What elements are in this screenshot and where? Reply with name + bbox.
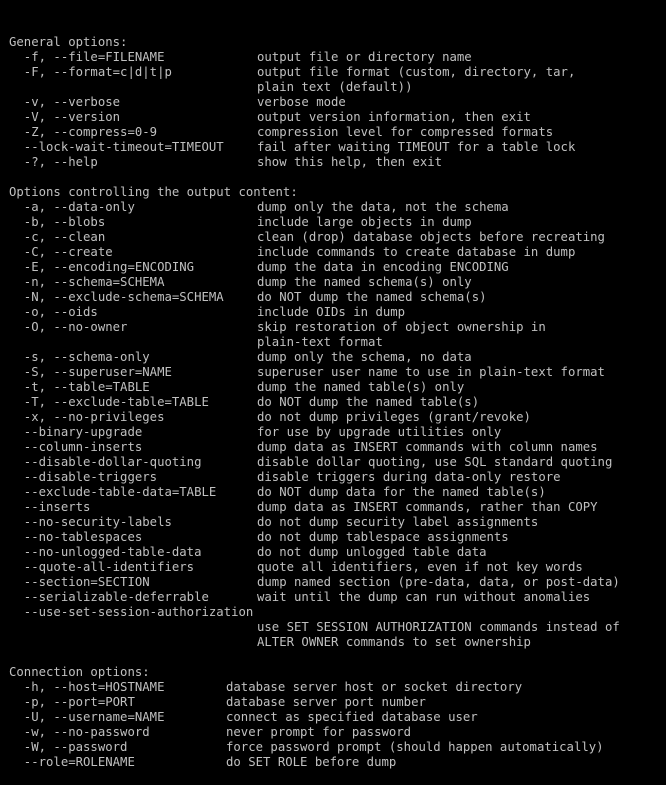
option-description: output file format (custom, directory, tar, [257, 65, 576, 79]
option-description: do not dump security label assignments [257, 515, 539, 529]
option-row [9, 290, 666, 305]
option-description: do NOT dump data for the named table(s) [257, 485, 546, 499]
option-flag: -c, --clean [9, 230, 106, 244]
option-description: skip restoration of object ownership in [257, 320, 546, 334]
option-flag: --inserts [9, 500, 91, 514]
option-flag: --lock-wait-timeout=TIMEOUT [9, 140, 224, 154]
option-description: for use by upgrade utilities only [257, 425, 502, 439]
section-heading: Options controlling the output content: [9, 185, 298, 199]
option-row [9, 65, 666, 80]
option-row [9, 740, 666, 755]
option-flag: --no-security-labels [9, 515, 172, 529]
option-flag: -T, --exclude-table=TABLE [9, 395, 209, 409]
option-flag: -w, --no-password [9, 725, 150, 739]
option-row [9, 605, 666, 620]
option-flag: -V, --version [9, 110, 121, 124]
option-description: quote all identifiers, even if not key words [257, 560, 583, 574]
option-row [9, 200, 666, 215]
option-row [9, 680, 666, 695]
option-row [9, 425, 666, 440]
option-row [9, 635, 666, 650]
option-row [9, 80, 666, 95]
option-flag: --exclude-table-data=TABLE [9, 485, 217, 499]
blank-line [9, 650, 666, 665]
option-description: verbose mode [257, 95, 346, 109]
terminal-output [9, 35, 666, 770]
option-row [9, 380, 666, 395]
option-row [9, 230, 666, 245]
option-row [9, 320, 666, 335]
option-description: compression level for compressed formats [257, 125, 554, 139]
option-flag: --no-tablespaces [9, 530, 143, 544]
option-flag: --quote-all-identifiers [9, 560, 195, 574]
option-flag: --disable-dollar-quoting [9, 455, 202, 469]
option-row [9, 275, 666, 290]
option-row [9, 620, 666, 635]
option-flag: -h, --host=HOSTNAME [9, 680, 165, 694]
option-row [9, 710, 666, 725]
option-flag: -n, --schema=SCHEMA [9, 275, 165, 289]
option-row [9, 50, 666, 65]
option-row [9, 470, 666, 485]
option-description: show this help, then exit [257, 155, 443, 169]
option-row [9, 245, 666, 260]
option-flag: -x, --no-privileges [9, 410, 165, 424]
option-flag: --role=ROLENAME [9, 755, 135, 769]
option-flag: -v, --verbose [9, 95, 121, 109]
option-flag: -Z, --compress=0-9 [9, 125, 158, 139]
option-description: do NOT dump the named table(s) [257, 395, 480, 409]
option-description: superuser user name to use in plain-text format [257, 365, 605, 379]
option-flag: -O, --no-owner [9, 320, 128, 334]
option-description: include OIDs in dump [257, 305, 406, 319]
option-flag: -?, --help [9, 155, 98, 169]
option-row [9, 140, 666, 155]
option-flag: -N, --exclude-schema=SCHEMA [9, 290, 224, 304]
option-flag: --serializable-deferrable [9, 590, 209, 604]
option-row [9, 575, 666, 590]
option-description: ALTER OWNER commands to set ownership [257, 635, 531, 649]
option-row [9, 110, 666, 125]
option-flag: -F, --format=c|d|t|p [9, 65, 172, 79]
option-row [9, 515, 666, 530]
option-row [9, 305, 666, 320]
option-description: force password prompt (should happen automatically) [226, 740, 604, 754]
option-description: dump the named table(s) only [257, 380, 465, 394]
option-description: dump data as INSERT commands with column names [257, 440, 598, 454]
option-row [9, 335, 666, 350]
option-flag: -f, --file=FILENAME [9, 50, 165, 64]
option-row [9, 725, 666, 740]
option-description: use SET SESSION AUTHORIZATION commands instead of [257, 620, 620, 634]
option-row [9, 395, 666, 410]
option-row [9, 410, 666, 425]
option-flag: --binary-upgrade [9, 425, 143, 439]
option-flag: -C, --create [9, 245, 113, 259]
option-description: dump the data in encoding ENCODING [257, 260, 509, 274]
option-description: output version information, then exit [257, 110, 531, 124]
option-description: plain-text format [257, 335, 383, 349]
option-flag: --use-set-session-authorization [9, 605, 254, 619]
option-row [9, 215, 666, 230]
option-description: do not dump unlogged table data [257, 545, 487, 559]
section-heading: General options: [9, 35, 128, 49]
option-flag: --disable-triggers [9, 470, 158, 484]
blank-line [9, 170, 666, 185]
option-description: database server host or socket directory [226, 680, 523, 694]
option-description: dump named section (pre-data, data, or post-data) [257, 575, 620, 589]
option-flag: -s, --schema-only [9, 350, 150, 364]
section-heading: Connection options: [9, 665, 150, 679]
option-description: dump the named schema(s) only [257, 275, 472, 289]
option-description: clean (drop) database objects before recreating [257, 230, 605, 244]
option-description: include large objects in dump [257, 215, 472, 229]
option-row [9, 125, 666, 140]
option-flag: --section=SECTION [9, 575, 150, 589]
option-description: plain text (default)) [257, 80, 413, 94]
option-flag: -t, --table=TABLE [9, 380, 150, 394]
option-row [9, 440, 666, 455]
option-row [9, 350, 666, 365]
option-description: disable dollar quoting, use SQL standard quoting [257, 455, 613, 469]
option-row [9, 455, 666, 470]
option-description: dump only the schema, no data [257, 350, 472, 364]
option-description: disable triggers during data-only restore [257, 470, 561, 484]
option-flag: -o, --oids [9, 305, 98, 319]
option-description: fail after waiting TIMEOUT for a table lock [257, 140, 576, 154]
option-description: wait until the dump can run without anomalies [257, 590, 591, 604]
option-flag: -E, --encoding=ENCODING [9, 260, 195, 274]
option-row [9, 365, 666, 380]
option-row [9, 155, 666, 170]
option-flag: -a, --data-only [9, 200, 135, 214]
option-flag: -p, --port=PORT [9, 695, 135, 709]
option-description: never prompt for password [226, 725, 412, 739]
option-description: do SET ROLE before dump [226, 755, 397, 769]
option-row [9, 545, 666, 560]
option-flag: -U, --username=NAME [9, 710, 165, 724]
option-row [9, 500, 666, 515]
option-description: output file or directory name [257, 50, 472, 64]
option-row [9, 590, 666, 605]
option-row [9, 260, 666, 275]
option-description: include commands to create database in dump [257, 245, 576, 259]
option-description: dump only the data, not the schema [257, 200, 509, 214]
option-row [9, 530, 666, 545]
option-flag: -b, --blobs [9, 215, 106, 229]
option-row [9, 560, 666, 575]
option-row [9, 755, 666, 770]
option-description: do NOT dump the named schema(s) [257, 290, 487, 304]
option-description: connect as specified database user [226, 710, 478, 724]
option-flag: --column-inserts [9, 440, 143, 454]
option-row [9, 695, 666, 710]
option-description: dump data as INSERT commands, rather than COPY [257, 500, 598, 514]
option-flag: -S, --superuser=NAME [9, 365, 172, 379]
option-flag: -W, --password [9, 740, 128, 754]
option-description: do not dump privileges (grant/revoke) [257, 410, 531, 424]
option-description: do not dump tablespace assignments [257, 530, 509, 544]
option-row [9, 485, 666, 500]
option-description: database server port number [226, 695, 426, 709]
option-flag: --no-unlogged-table-data [9, 545, 202, 559]
option-row [9, 95, 666, 110]
